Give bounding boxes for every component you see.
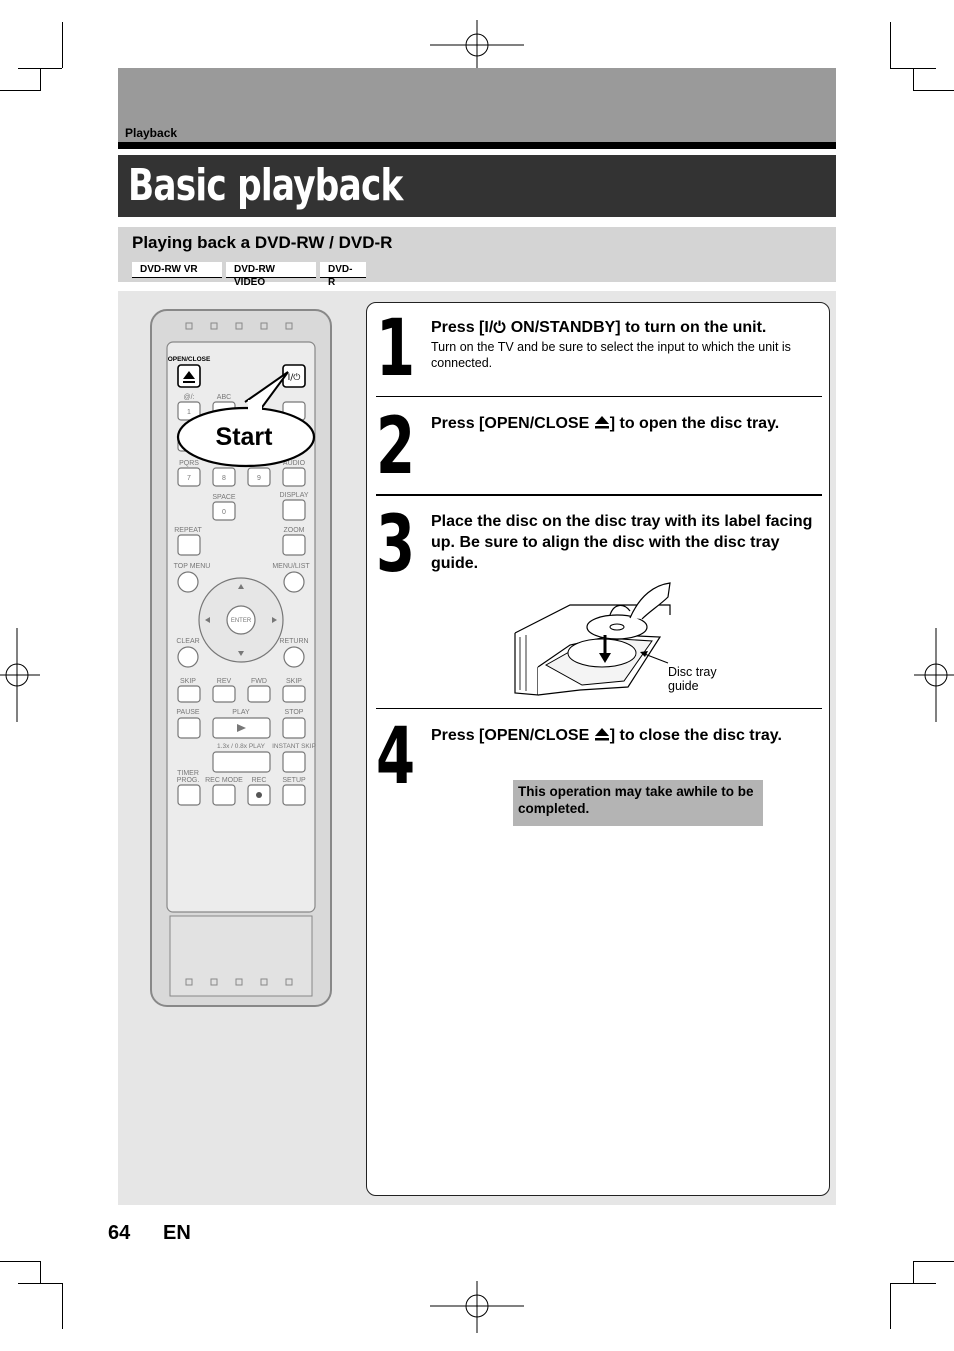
step-heading-text: Press [OPEN/CLOSE [431,415,594,432]
caption-line: guide [668,679,699,693]
key-label: SKIP [286,678,302,685]
key-label: REC MODE [205,777,243,784]
key-label: REPEAT [174,527,202,534]
disc-tag: DVD-RW VR [132,262,222,278]
crop-mark [0,90,40,91]
step-number: 3 [376,500,416,590]
note-box: This operation may take awhile to be completed. [513,780,763,826]
open-close-label: OPEN/CLOSE [167,356,211,363]
crop-mark [62,22,63,68]
rec-mode-button [213,785,235,805]
key-label: 9 [257,475,261,482]
remote-control-illustration [140,300,345,1020]
crop-mark [913,68,914,91]
key-label: PLAY [232,709,250,716]
disc-type-tags [132,262,366,288]
eject-icon [594,415,610,429]
caption-line: Disc tray [668,665,717,679]
clear-button [178,647,198,667]
crop-mark [40,68,41,91]
disc-tag: DVD-RW VIDEO [226,262,316,278]
registration-mark-right [914,628,954,722]
registration-mark-top [430,20,524,72]
power-icon: I/⏻ [287,373,301,383]
crop-mark [0,1261,40,1262]
disc-tag: DVD-R [320,262,366,278]
crop-mark [914,1261,954,1262]
step-4-heading [431,725,826,746]
timer-prog-button [178,785,200,805]
crop-mark [913,1261,914,1284]
key-label: SKIP [180,678,196,685]
crop-mark [18,1283,62,1284]
key-label: AUDIO [282,460,306,467]
registration-mark-bottom [430,1281,524,1333]
step-number: 2 [376,402,416,492]
header-band [118,68,836,142]
key-label: FWD [251,678,267,685]
key-label: PROG. [176,777,200,784]
page-title: Basic playback [128,160,403,211]
crop-mark [914,90,954,91]
step-heading-text: Press [OPEN/CLOSE [431,727,594,744]
fast-forward-button [248,686,270,702]
key-label: ABC [216,394,232,401]
language-label: EN [163,1222,191,1244]
rewind-button [213,686,235,702]
disc-tray-guide-caption [668,665,717,693]
key-label: RETURN [279,638,309,645]
step-1-description: Turn on the TV and be sure to select the input to which the unit is connected. [431,340,791,370]
key-label: PQRS [179,460,199,467]
crop-mark [890,1283,891,1329]
section-label: Playback [125,126,178,140]
key-label: TOP MENU [173,563,211,570]
skip-forward-button [283,686,305,702]
step-2-heading [431,413,826,434]
zoom-button [283,535,305,555]
crop-mark [890,1283,936,1284]
step-divider [376,708,822,709]
speed-play-button [213,752,270,772]
step-number: 1 [376,304,416,394]
header-rule [118,142,836,149]
crop-mark [62,1283,63,1329]
key-label: ENTER [230,618,252,624]
start-callout-text: Start [215,423,273,451]
step-divider [376,494,822,496]
key-label: 7 [187,475,191,482]
registration-mark-left [0,628,40,722]
step-heading-text: ] to open the disc tray. [609,415,780,432]
crop-mark [18,68,62,69]
subsection-title: Playing back a DVD-RW / DVD-R [132,233,393,252]
top-menu-button [178,572,198,592]
crop-mark [40,1261,41,1284]
key-label: CLEAR [176,638,200,645]
step-divider [376,396,822,397]
key-label: DISPLAY [279,492,309,499]
repeat-button [178,535,200,555]
key-label: 8 [222,475,226,482]
audio-button [283,468,305,486]
step-heading-text: Press [I/ [431,319,494,336]
step-heading-text: ] to close the disc tray. [609,727,782,744]
return-button [284,647,304,667]
key-label: INSTANT SKIP [272,743,316,750]
display-button [283,500,305,520]
step-1-heading [431,317,823,338]
key-label: SETUP [282,777,306,784]
key-label: ZOOM [283,527,305,534]
key-label: PAUSE [176,709,200,716]
key-label: STOP [284,709,304,716]
skip-back-button [178,686,200,702]
key-label: 0 [222,509,226,516]
key-label: 1.3x / 0.8x PLAY [217,743,265,750]
key-label: REV [216,678,232,685]
key-label: TIMER [177,770,199,777]
eject-icon [594,727,610,741]
step-3-heading: Place the disc on the disc tray with its label facing up. Be sure to align the disc with the disc tray guide. [431,513,813,572]
instant-skip-button [283,752,305,772]
crop-mark [890,22,891,68]
setup-button [283,785,305,805]
power-icon [493,320,506,333]
stop-button [283,718,305,738]
key-label: SPACE [212,494,236,501]
menu-list-button [284,572,304,592]
page-number: 64 [108,1222,131,1244]
key-label: @/: [183,394,195,401]
record-icon [256,792,262,798]
key-label: 1 [187,409,191,416]
step-number: 4 [376,712,416,802]
steps-box [366,302,830,1196]
key-label: REC [251,777,267,784]
crop-mark [890,68,936,69]
step-heading-text: ON/STANDBY] to turn on the unit. [506,319,767,336]
pause-button [178,718,200,738]
key-label: MENU/LIST [272,563,310,570]
